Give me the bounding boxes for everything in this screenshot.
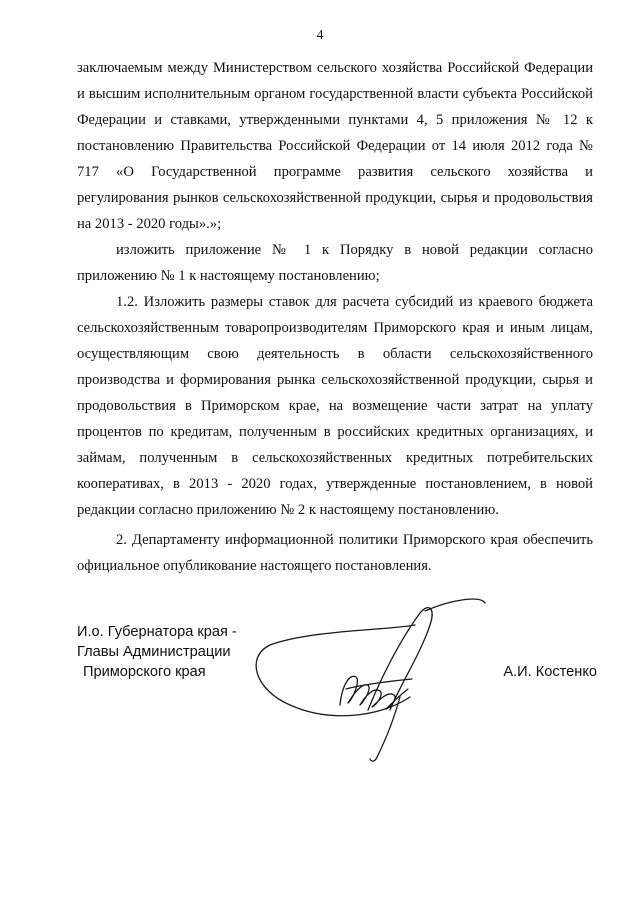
document-body [77,55,593,579]
paragraph-item-2: 2. Департаменту информационной политики Приморского края обеспечить официальное опубликование настоящего постановления. [77,532,593,574]
signatory-title-line-1: И.о. Губернатора края - [77,624,237,640]
handwritten-signature [250,585,490,775]
paragraph-appendix-1: изложить приложение № 1 к Порядку в новой редакции согласно приложению № 1 к настоящему постановлению; [77,242,593,284]
signatory-title-line-3: Приморского края [83,664,206,680]
paragraph-item-1-2: 1.2. Изложить размеры ставок для расчета субсидий из краевого бюджета сельскохозяйственным товаропроизводителям Приморского края и иным лицам, осуществляющим свою деятельность в области сельскохозяйственного производства и формирования рынка сельскохозяйственной продукции, сырья и продовольствия в Приморском крае, на возмещение части затрат на уплату процентов по кредитам, полученным в российских кредитных организациях, и займам, полученным в сельскохозяйственных кредитных потребительских кооперативах, в 2013 - 2020 годах, утвержденные постановлением, в новой редакции согласно приложению № 2 к настоящему постановлению. [77,294,593,518]
signatory-title [77,622,237,682]
signatory-title-line-2: Главы Администрации [77,644,231,660]
paragraph-continuation: заключаемым между Министерством сельского хозяйства Российской Федерации и высшим исполнительным органом государственной власти субъекта Российской Федерации и ставками, утвержденными пунктами 4, 5 приложения № 12 к постановлению Правительства Российской Федерации от 14 июля 2012 года № 717 «О Государственной программе развития сельского хозяйства и регулирования рынков сельскохозяйственной продукции, сырья и продовольствия на 2013 - 2020 годы».»; [77,60,593,232]
page-number: 4 [316,28,324,43]
signatory-name: А.И. Костенко [503,664,597,680]
